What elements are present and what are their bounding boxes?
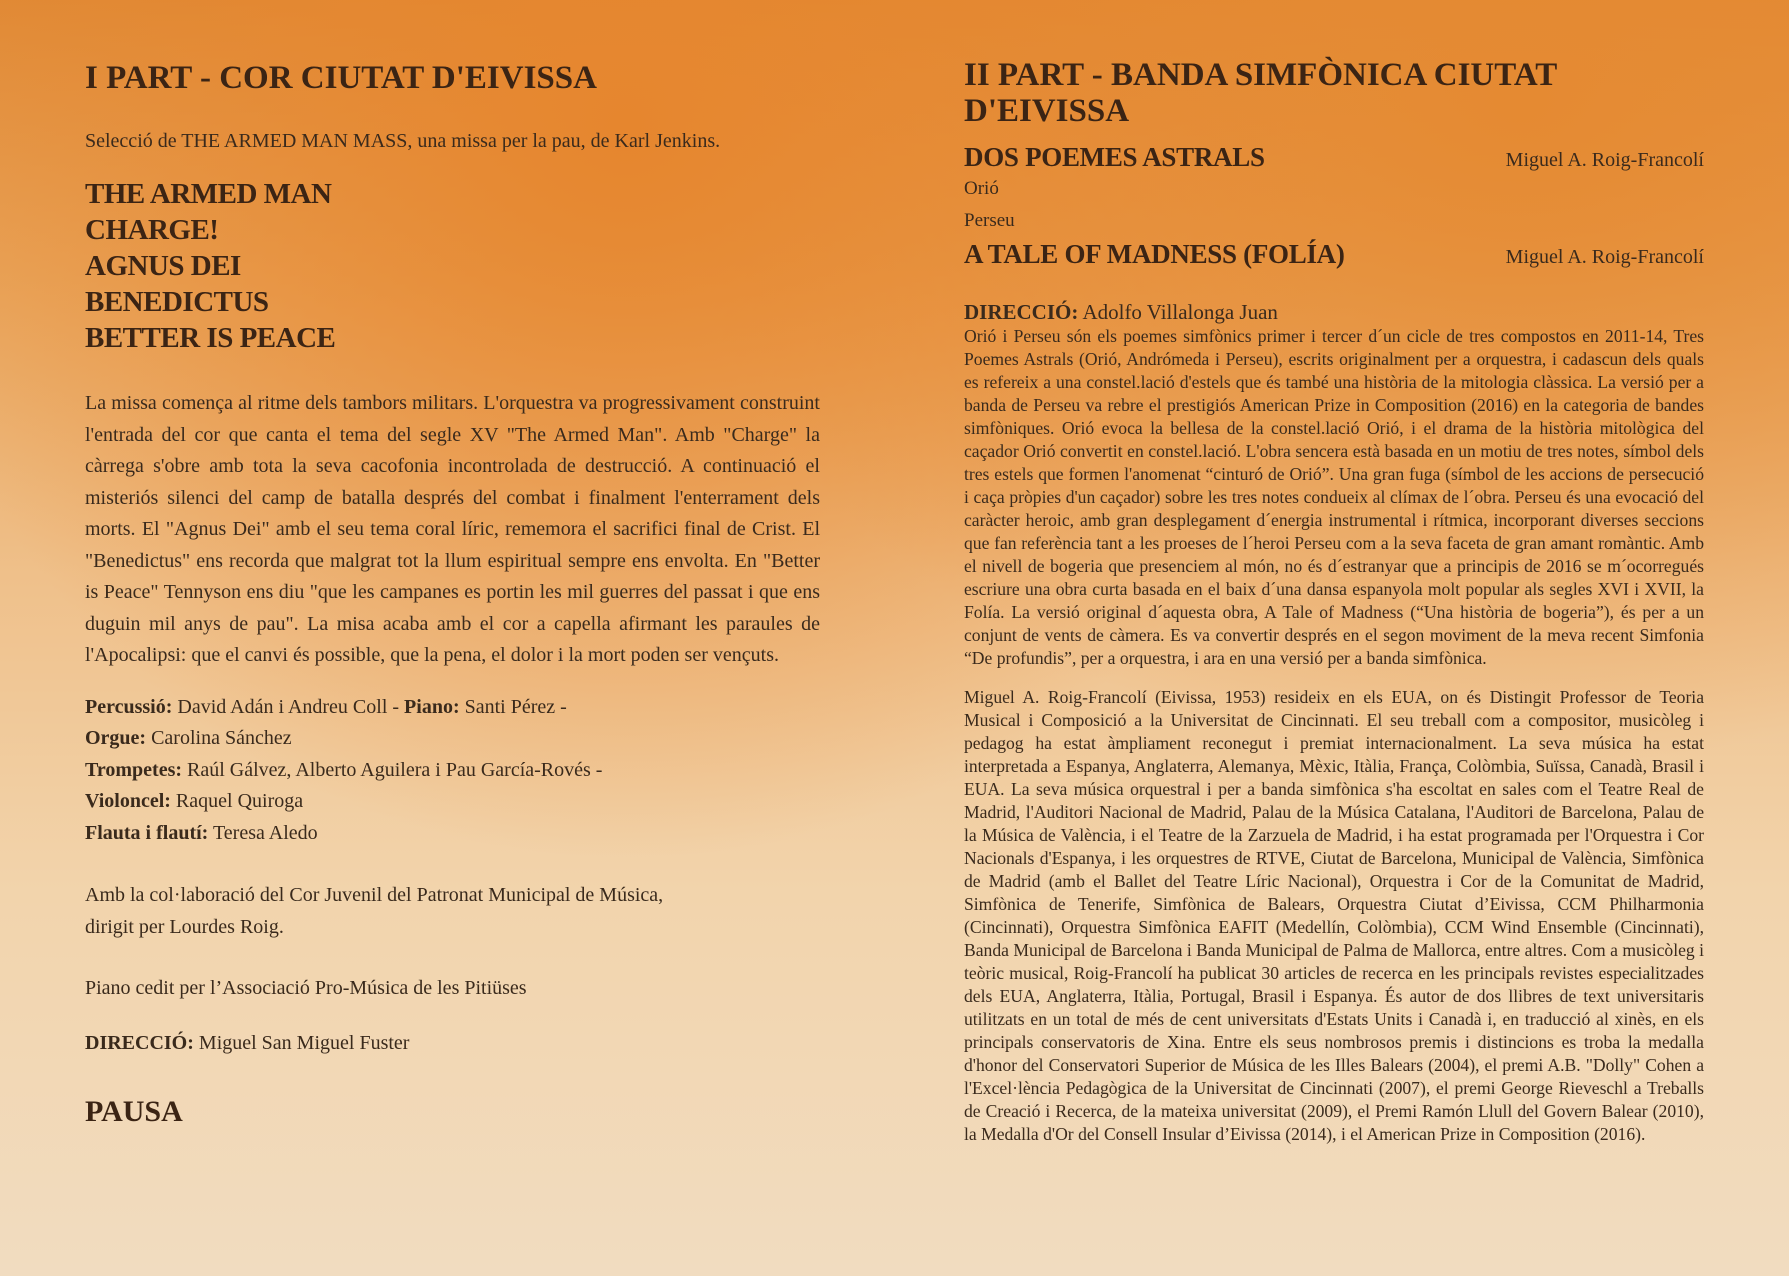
credit-value: David Adán i Andreu Coll -	[177, 695, 405, 718]
credit-label: Violoncel:	[85, 790, 171, 813]
work-title: BENEDICTUS	[85, 286, 269, 319]
movement-title: Perseu	[964, 209, 1015, 231]
credit-label: Trompetes:	[85, 758, 183, 781]
director-name: Miguel San Miguel Fuster	[198, 1031, 410, 1054]
credit-label: Flauta i flautí:	[85, 821, 209, 844]
left-page	[85, 0, 820, 1276]
collaboration-line: Amb la col·laboració del Cor Juvenil del Patronat Municipal de Música,	[85, 884, 664, 907]
right-page	[964, 0, 1704, 1276]
mass-description: La missa comença al ritme dels tambors militars. L'orquestra va progressivament construint l'entrada del cor que canta el tema del segle XV "The Armed Man". Amb "Charge" la càrrega s'obre amb tota la seva cacofonia incontrolada de destrucció. A continuació el misteriós silenci del camp de batalla després del combat i finalment l'enterrament dels morts. El "Agnus Dei" amb el seu tema coral líric, rememora el sacrifici final de Crist. El "Benedictus" ens recorda que malgrat tot la llum espiritual sempre ens envolta. En "Better is Peace" Tennyson ens diu "que les campanes es portin les mil guerres del passat i que ens duguin mil anys de pau". La misa acaba amb el cor a capella afirmant les paraules de l'Apocalipsi: que el canvi és possible, que la pena, el dolor i la mort poden ser vençuts.	[85, 392, 820, 667]
performer-credits	[85, 692, 820, 850]
piece-title: DOS POEMES ASTRALS	[964, 141, 1265, 172]
program-notes: Orió i Perseu són els poemes simfònics primer i tercer d´un cicle de tres compostos en 2011-14, Tres Poemes Astrals (Orió, Andrómeda i Perseu), escrits originalment per a orquestra, i cadascun dels quals es refereix a una constel.lació d'estels que és també una història de la mitologia clàssica. La versió per a banda de Perseu va rebre el prestigiós American Prize in Composition (2016) en la categoria de bandes simfòniques. Orió evoca la bellesa de la constel.lació Orió, i el drama de la història mitològica del caçador Orió convertit en constel.lació. L'obra sencera està basada en un motiu de tres notes, símbol dels tres estels que formen l'anomenat “cinturó de Orió”. Una gran fuga (símbol de les accions de persecució i caça pròpies d'un caçador) sobre les tres notes condueix al clímax de l´obra. Perseu és una evocació del caràcter heroic, amb gran desplegament d´energia instrumental i rítmica, incorporant diverses seccions que fan referència tant a les proeses de l´heroi Perseu com a la seva faceta de gran amant romàntic. Amb el nivell de bogeria que presenciem al món, no és d´estranyar que a principis de 2016 se m´ocorregués escriure una obra curta basada en el baix d´una dansa espanyola molt popular als segles XVI i XVII, la Folía. La versió original d´aquesta obra, A Tale of Madness (“Una història de bogeria”), és per a un conjunt de vents de càmera. Es va convertir després en el segon moviment de la meva recent Simfonia “De profundis”, per a orquestra, i ara en una versió per a banda simfònica.	[964, 325, 1704, 668]
credit-value: Raquel Quiroga	[175, 790, 304, 813]
collaboration-line: dirigit per Lourdes Roig.	[85, 915, 284, 938]
work-title: AGNUS DEI	[85, 250, 241, 283]
composer-name: Miguel A. Roig-Francolí	[1505, 245, 1704, 268]
work-title: CHARGE!	[85, 214, 219, 247]
part-one-title: I PART - COR CIUTAT D'EIVISSA	[85, 60, 597, 96]
work-title: BETTER IS PEACE	[85, 322, 336, 355]
credit-value: Raúl Gálvez, Alberto Aguilera i Pau García-Rovés -	[187, 758, 603, 781]
collaboration-note	[85, 880, 820, 943]
direction-label: DIRECCIÓ:	[85, 1031, 194, 1054]
piece-row	[964, 142, 1704, 173]
credit-label: Piano:	[404, 695, 460, 718]
part-two-title: II PART - BANDA SIMFÒNICA CIUTAT D'EIVISSA	[964, 57, 1557, 130]
work-title: THE ARMED MAN	[85, 178, 332, 211]
direction-line	[85, 1032, 820, 1055]
composer-name: Miguel A. Roig-Francolí	[1505, 148, 1704, 171]
movement-title: Orió	[964, 177, 999, 199]
works-list	[85, 176, 820, 356]
credit-value: Santi Pérez -	[464, 695, 567, 718]
composer-biography: Miguel A. Roig-Francolí (Eivissa, 1953) resideix en els EUA, on és Distingit Professor de Teoria Musical i Composició a la Universitat de Cincinnati. El seu treball com a compositor, musicòleg i pedagog ha estat àmpliament reconegut i premiat internacionalment. La seva música ha estat interpretada a Espanya, Anglaterra, Alemanya, Mèxic, Itàlia, França, Colòmbia, Suïssa, Canadà, Brasil i EUA. La seva música orquestral i per a banda simfònica s'ha escoltat en sales com el Teatre Real de Madrid, l'Auditori Nacional de Madrid, Palau de la Música Catalana, l'Auditori de Barcelona, Palau de la Música de València, i el Teatre de la Zarzuela de Madrid, i ha estat programada per l'Orquestra i Cor Nacionals d'Espanya, i les orquestres de RTVE, Ciutat de Barcelona, Municipal de València, Simfònica de Madrid (amb el Ballet del Teatre Líric Nacional), Orquestra i Cor de la Comunitat de Madrid, Simfònica de Tenerife, Simfònica de Balears, Orquestra Ciutat d’Eivissa, CCM Philharmonia (Cincinnati), Orquestra Simfònica EAFIT (Medellín, Colòmbia), CCM Wind Ensemble (Cincinnati), Banda Municipal de Barcelona i Banda Municipal de Palma de Mallorca, entre altres. Com a musicòleg i teòric musical, Roig-Francolí ha publicat 30 articles de recerca en les principals revistes especialitzades dels EUA, Anglaterra, Itàlia, Portugal, Brasil i Espanya. És autor de dos llibres de text universitaris utilitzats en un total de més de cent universitats d'Estats Units i Canadà i, en traducció al xinès, en els principals conservatoris de Xina. Entre els seus nombrosos premis i distincions es troba la medalla d'honor del Conservatori Superior de Música de les Illes Balears (2004), el premi A.B. "Dolly" Cohen a l'Excel·lència Pedagògica de la Universitat de Cincinnati (2007), el premi George Rieveschl a Treballs de Creació i Recerca, de la mateixa universitat (2009), el Premi Ramón Llull del Govern Balear (2010), la Medalla d'Or del Consell Insular d’Eivissa (2014), i el American Prize in Composition (2016).	[964, 686, 1704, 1144]
direction-line	[964, 300, 1704, 325]
piano-note: Piano cedit per l’Associació Pro-Música de les Pitiüses	[85, 977, 527, 1000]
credit-label: Percussió:	[85, 695, 173, 718]
pause-heading: PAUSA	[85, 1094, 183, 1128]
credit-label: Orgue:	[85, 727, 147, 750]
intro-text: Selecció de THE ARMED MAN MASS, una missa per la pau, de Karl Jenkins.	[85, 130, 721, 153]
piece-row	[964, 239, 1704, 270]
piece-title: A TALE OF MADNESS (FOLÍA)	[964, 238, 1345, 269]
credit-value: Teresa Aledo	[212, 821, 318, 844]
credit-value: Carolina Sánchez	[151, 727, 292, 750]
director-name: Adolfo Villalonga Juan	[1082, 299, 1278, 324]
direction-label: DIRECCIÓ:	[964, 299, 1079, 324]
